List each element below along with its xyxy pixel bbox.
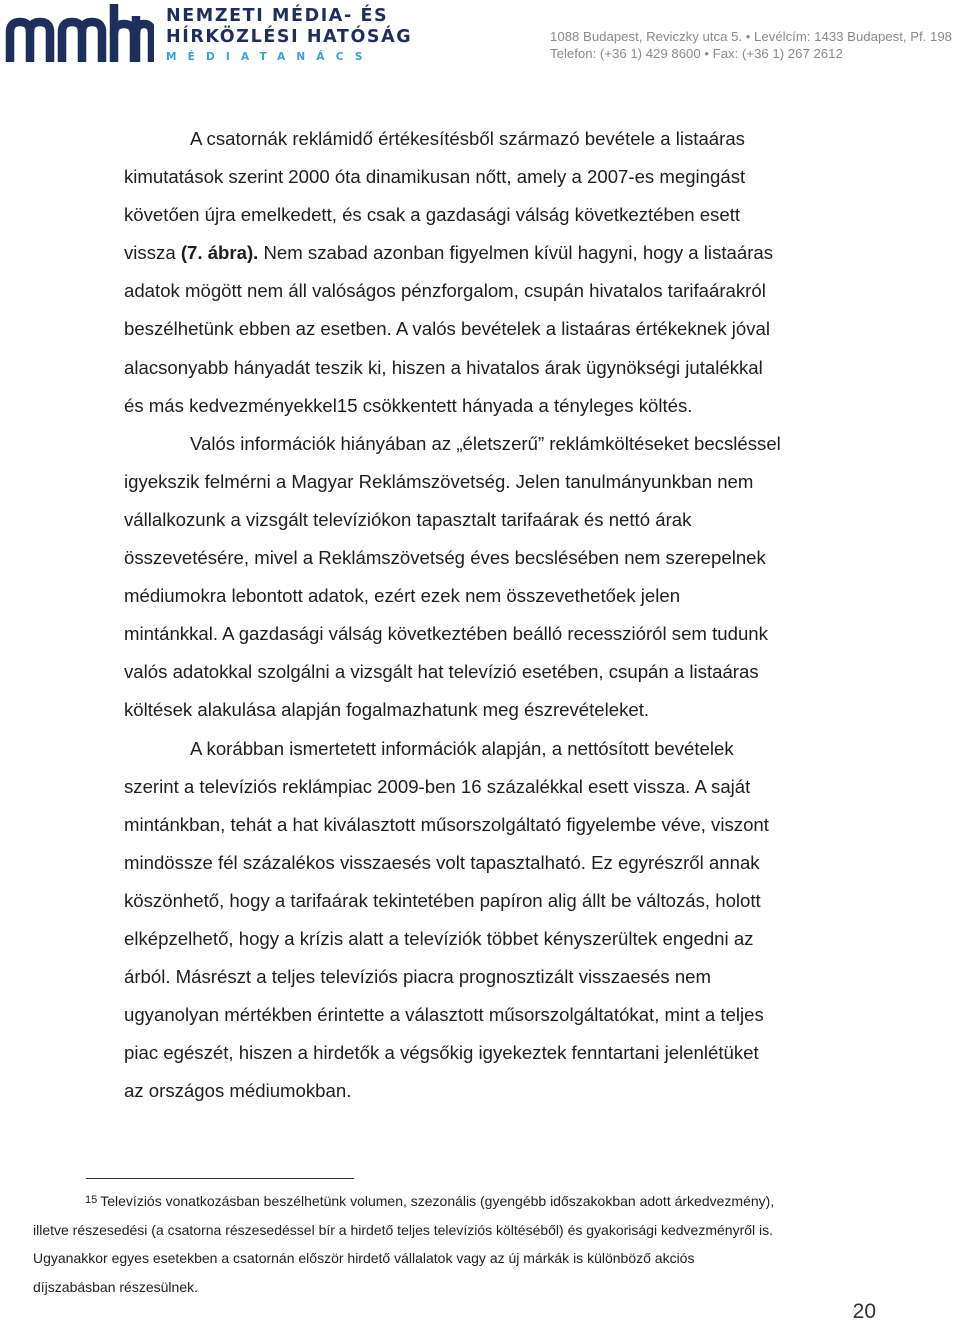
body-text <box>124 120 876 1110</box>
nmhh-logo-icon <box>4 2 154 64</box>
paragraph-line: kimutatások szerint 2000 óta dinamikusan nőtt, amely a 2007-es megingást <box>124 166 746 188</box>
page-number: 20 <box>852 1300 876 1323</box>
organization-name <box>166 6 412 65</box>
paragraph-line: adatok mögött nem áll valóságos pénzforgalom, csupán hivatalos tarifaárakról <box>124 280 766 302</box>
letterhead <box>0 0 960 80</box>
footnote-line: illetve részesedési (a csatorna részesedéssel bír a hirdető teljes televíziós költéséből) és gyakorisági kedvezményről is. <box>33 1221 774 1238</box>
paragraph-line: médiumokra lebontott adatok, ezért ezek nem összevethetőek jelen <box>124 585 681 607</box>
footnote-line: Ugyanakkor egyes esetekben a csatornán először hirdető vállalatok vagy az új márkák is különböző akciós <box>33 1250 695 1266</box>
paragraph-line: köszönhető, hogy a tarifaárak tekintetében papíron alig állt be változás, holott <box>124 889 761 911</box>
footnote <box>33 1186 913 1301</box>
footnote-line: díjszabásban részesülnek. <box>33 1278 198 1295</box>
paragraph-line: A csatornák reklámidő értékesítésből származó bevétele a listaáras <box>190 128 745 149</box>
paragraph-line: ugyanolyan mértékben érintette a választott műsorszolgáltatókat, mint a teljes <box>124 1004 764 1026</box>
paragraph-line: összevetésére, mivel a Reklámszövetség éves becslésében nem szerepelnek <box>124 547 766 569</box>
line-text: vissza <box>124 242 181 264</box>
paragraph-line: alacsonyabb hányadát teszik ki, hiszen a hivatalos árak ügynökségi jutalékkal <box>124 356 763 378</box>
footnote-line <box>33 1186 913 1216</box>
paragraph-line: igyekszik felmérni a Magyar Reklámszövetség. Jelen tanulmányunkban nem <box>124 470 754 492</box>
paragraph-line: A korábban ismertetett információk alapján, a nettósított bevételek <box>190 737 734 759</box>
figure-reference: (7. ábra). <box>180 242 259 264</box>
phone-line: Telefon: (+36 1) 429 8600 • Fax: (+36 1) 267 2612 <box>550 46 843 61</box>
paragraph-line: elképzelhető, hogy a krízis alatt a televíziók többet kényszerültek engedni az <box>124 927 754 949</box>
paragraph-line: követően újra emelkedett, és csak a gazdasági válság következtében esett <box>124 204 741 226</box>
paragraph-line: költések alakulása alapján fogalmazhatunk meg észrevételeket. <box>124 699 650 721</box>
paragraph-line: mintánkban, tehát a hat kiválasztott műsorszolgáltató figyelembe véve, viszont <box>124 813 769 835</box>
paragraph-line <box>124 234 876 272</box>
footnote-number: 15 <box>85 1194 98 1206</box>
paragraph-line: valós adatokkal szolgálni a vizsgált hat televízió esetében, csupán a listaáras <box>124 661 759 683</box>
paragraph-line: vállalkozunk a vizsgált televíziókon tapasztalt tarifaárak és nettó árak <box>124 508 692 530</box>
org-council-name: MÉDIATANÁCS <box>166 51 374 63</box>
paragraph-line: mintánkkal. A gazdasági válság következtében beálló recesszióról sem tudunk <box>124 623 768 645</box>
paragraph-line: beszélhetünk ebben az esetben. A valós bevételek a listaáras értékeknek jóval <box>124 318 771 340</box>
footnote-separator <box>86 1178 354 1179</box>
paragraph-line: szerint a televíziós reklámpiac 2009-ben 16 százalékkal esett vissza. A saját <box>124 775 751 797</box>
paragraph-line: és más kedvezményekkel15 csökkentett hányada a tényleges költés. <box>124 394 693 416</box>
paragraph-line: Valós információk hiányában az „életszerű” reklámköltéseket becsléssel <box>190 432 781 454</box>
org-name-line-2: HÍRKÖZLÉSI HATÓSÁG <box>166 27 413 47</box>
paragraph-line: mindössze fél százalékos visszaesés volt tapasztalható. Ez egyrészről annak <box>124 851 760 873</box>
org-name-line-1: NEMZETI MÉDIA- ÉS <box>166 6 389 26</box>
paragraph-line: árból. Másrészt a teljes televíziós piacra prognosztizált visszaesés nem <box>124 966 711 988</box>
footnote-text: Televíziós vonatkozásban beszélhetünk volumen, szezonális (gyengébb időszakokban adott árkedvezmény), <box>100 1193 775 1209</box>
paragraph-line: az országos médiumokban. <box>124 1080 352 1102</box>
contact-info <box>550 28 952 62</box>
line-text: Nem szabad azonban figyelmen kívül hagyni, hogy a listaáras <box>258 242 774 264</box>
address-line: 1088 Budapest, Reviczky utca 5. • Levélcím: 1433 Budapest, Pf. 198 <box>550 29 952 44</box>
paragraph-line: piac egészét, hiszen a hirdetők a végsőkig igyekeztek fenntartani jelenlétüket <box>124 1042 759 1064</box>
